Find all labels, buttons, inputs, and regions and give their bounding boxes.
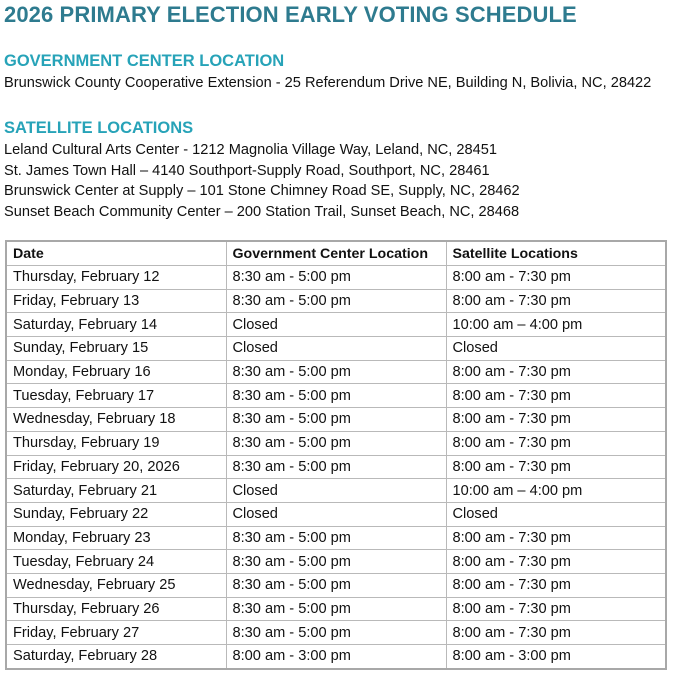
- government-center-hours-cell: 8:00 am - 3:00 pm: [226, 645, 446, 669]
- table-row: [6, 408, 666, 432]
- government-center-hours-cell: 8:30 am - 5:00 pm: [226, 266, 446, 290]
- government-center-heading: GOVERNMENT CENTER LOCATION: [4, 52, 285, 70]
- column-header-date: Date: [6, 241, 226, 266]
- column-header-satellite: Satellite Locations: [446, 241, 666, 266]
- government-center-hours-cell: Closed: [226, 337, 446, 361]
- government-center-hours-cell: Closed: [226, 502, 446, 526]
- table-row: [6, 550, 666, 574]
- date-cell: Saturday, February 28: [6, 645, 226, 669]
- satellite-hours-cell: Closed: [446, 337, 666, 361]
- table-row: [6, 313, 666, 337]
- table-row: [6, 431, 666, 455]
- date-cell: Friday, February 13: [6, 289, 226, 313]
- date-cell: Saturday, February 14: [6, 313, 226, 337]
- table-row: [6, 360, 666, 384]
- date-cell: Sunday, February 15: [6, 337, 226, 361]
- satellite-hours-cell: 8:00 am - 7:30 pm: [446, 384, 666, 408]
- page-title: 2026 PRIMARY ELECTION EARLY VOTING SCHEDULE: [4, 2, 577, 27]
- satellite-location-item: Brunswick Center at Supply – 101 Stone Chimney Road SE, Supply, NC, 28462: [4, 183, 520, 199]
- date-cell: Tuesday, February 24: [6, 550, 226, 574]
- table-row: [6, 526, 666, 550]
- government-center-hours-cell: 8:30 am - 5:00 pm: [226, 384, 446, 408]
- satellite-hours-cell: 8:00 am - 7:30 pm: [446, 550, 666, 574]
- government-center-hours-cell: 8:30 am - 5:00 pm: [226, 360, 446, 384]
- satellite-locations-list: [4, 140, 520, 222]
- satellite-location-item: St. James Town Hall – 4140 Southport-Supply Road, Southport, NC, 28461: [4, 162, 490, 179]
- satellite-hours-cell: 8:00 am - 7:30 pm: [446, 573, 666, 597]
- date-cell: Tuesday, February 17: [6, 384, 226, 408]
- date-cell: Wednesday, February 18: [6, 408, 226, 432]
- date-cell: Saturday, February 21: [6, 479, 226, 503]
- satellite-hours-cell: 8:00 am - 7:30 pm: [446, 360, 666, 384]
- date-cell: Monday, February 16: [6, 360, 226, 384]
- table-row: [6, 337, 666, 361]
- government-center-hours-cell: 8:30 am - 5:00 pm: [226, 431, 446, 455]
- table-row: [6, 502, 666, 526]
- government-center-hours-cell: 8:30 am - 5:00 pm: [226, 526, 446, 550]
- date-cell: Thursday, February 19: [6, 431, 226, 455]
- voting-schedule-table: [5, 240, 667, 670]
- government-center-hours-cell: 8:30 am - 5:00 pm: [226, 455, 446, 479]
- satellite-hours-cell: 8:00 am - 7:30 pm: [446, 408, 666, 432]
- satellite-hours-cell: 8:00 am - 3:00 pm: [446, 645, 666, 669]
- table-header-row: [6, 241, 666, 266]
- satellite-hours-cell: 10:00 am – 4:00 pm: [446, 313, 666, 337]
- column-header-government-center: Government Center Location: [226, 241, 446, 266]
- satellite-hours-cell: 8:00 am - 7:30 pm: [446, 266, 666, 290]
- government-center-address: Brunswick County Cooperative Extension - 25 Referendum Drive NE, Building N, Bolivia, NC, 28422: [4, 75, 652, 91]
- government-center-hours-cell: 8:30 am - 5:00 pm: [226, 573, 446, 597]
- table-row: [6, 597, 666, 621]
- satellite-hours-cell: 8:00 am - 7:30 pm: [446, 289, 666, 313]
- satellite-locations-heading: SATELLITE LOCATIONS: [4, 119, 194, 137]
- government-center-hours-cell: Closed: [226, 313, 446, 337]
- table-row: [6, 455, 666, 479]
- date-cell: Thursday, February 12: [6, 266, 226, 290]
- date-cell: Sunday, February 22: [6, 502, 226, 526]
- table-row: [6, 479, 666, 503]
- satellite-hours-cell: 8:00 am - 7:30 pm: [446, 597, 666, 621]
- date-cell: Friday, February 20, 2026: [6, 455, 226, 479]
- government-center-hours-cell: 8:30 am - 5:00 pm: [226, 550, 446, 574]
- date-cell: Friday, February 27: [6, 621, 226, 645]
- satellite-hours-cell: 8:00 am - 7:30 pm: [446, 431, 666, 455]
- government-center-hours-cell: 8:30 am - 5:00 pm: [226, 408, 446, 432]
- government-center-hours-cell: 8:30 am - 5:00 pm: [226, 597, 446, 621]
- date-cell: Wednesday, February 25: [6, 573, 226, 597]
- date-cell: Monday, February 23: [6, 526, 226, 550]
- satellite-hours-cell: 10:00 am – 4:00 pm: [446, 479, 666, 503]
- date-cell: Thursday, February 26: [6, 597, 226, 621]
- table-body: [6, 266, 666, 669]
- table-row: [6, 289, 666, 313]
- government-center-hours-cell: Closed: [226, 479, 446, 503]
- satellite-hours-cell: Closed: [446, 502, 666, 526]
- satellite-location-item: Sunset Beach Community Center – 200 Station Trail, Sunset Beach, NC, 28468: [4, 203, 520, 220]
- satellite-hours-cell: 8:00 am - 7:30 pm: [446, 526, 666, 550]
- satellite-location-item: Leland Cultural Arts Center - 1212 Magnolia Village Way, Leland, NC, 28451: [4, 142, 497, 158]
- table-row: [6, 621, 666, 645]
- satellite-hours-cell: 8:00 am - 7:30 pm: [446, 621, 666, 645]
- government-center-hours-cell: 8:30 am - 5:00 pm: [226, 289, 446, 313]
- table-row: [6, 266, 666, 290]
- table-row: [6, 384, 666, 408]
- table-row: [6, 573, 666, 597]
- table-row: [6, 645, 666, 669]
- satellite-hours-cell: 8:00 am - 7:30 pm: [446, 455, 666, 479]
- government-center-hours-cell: 8:30 am - 5:00 pm: [226, 621, 446, 645]
